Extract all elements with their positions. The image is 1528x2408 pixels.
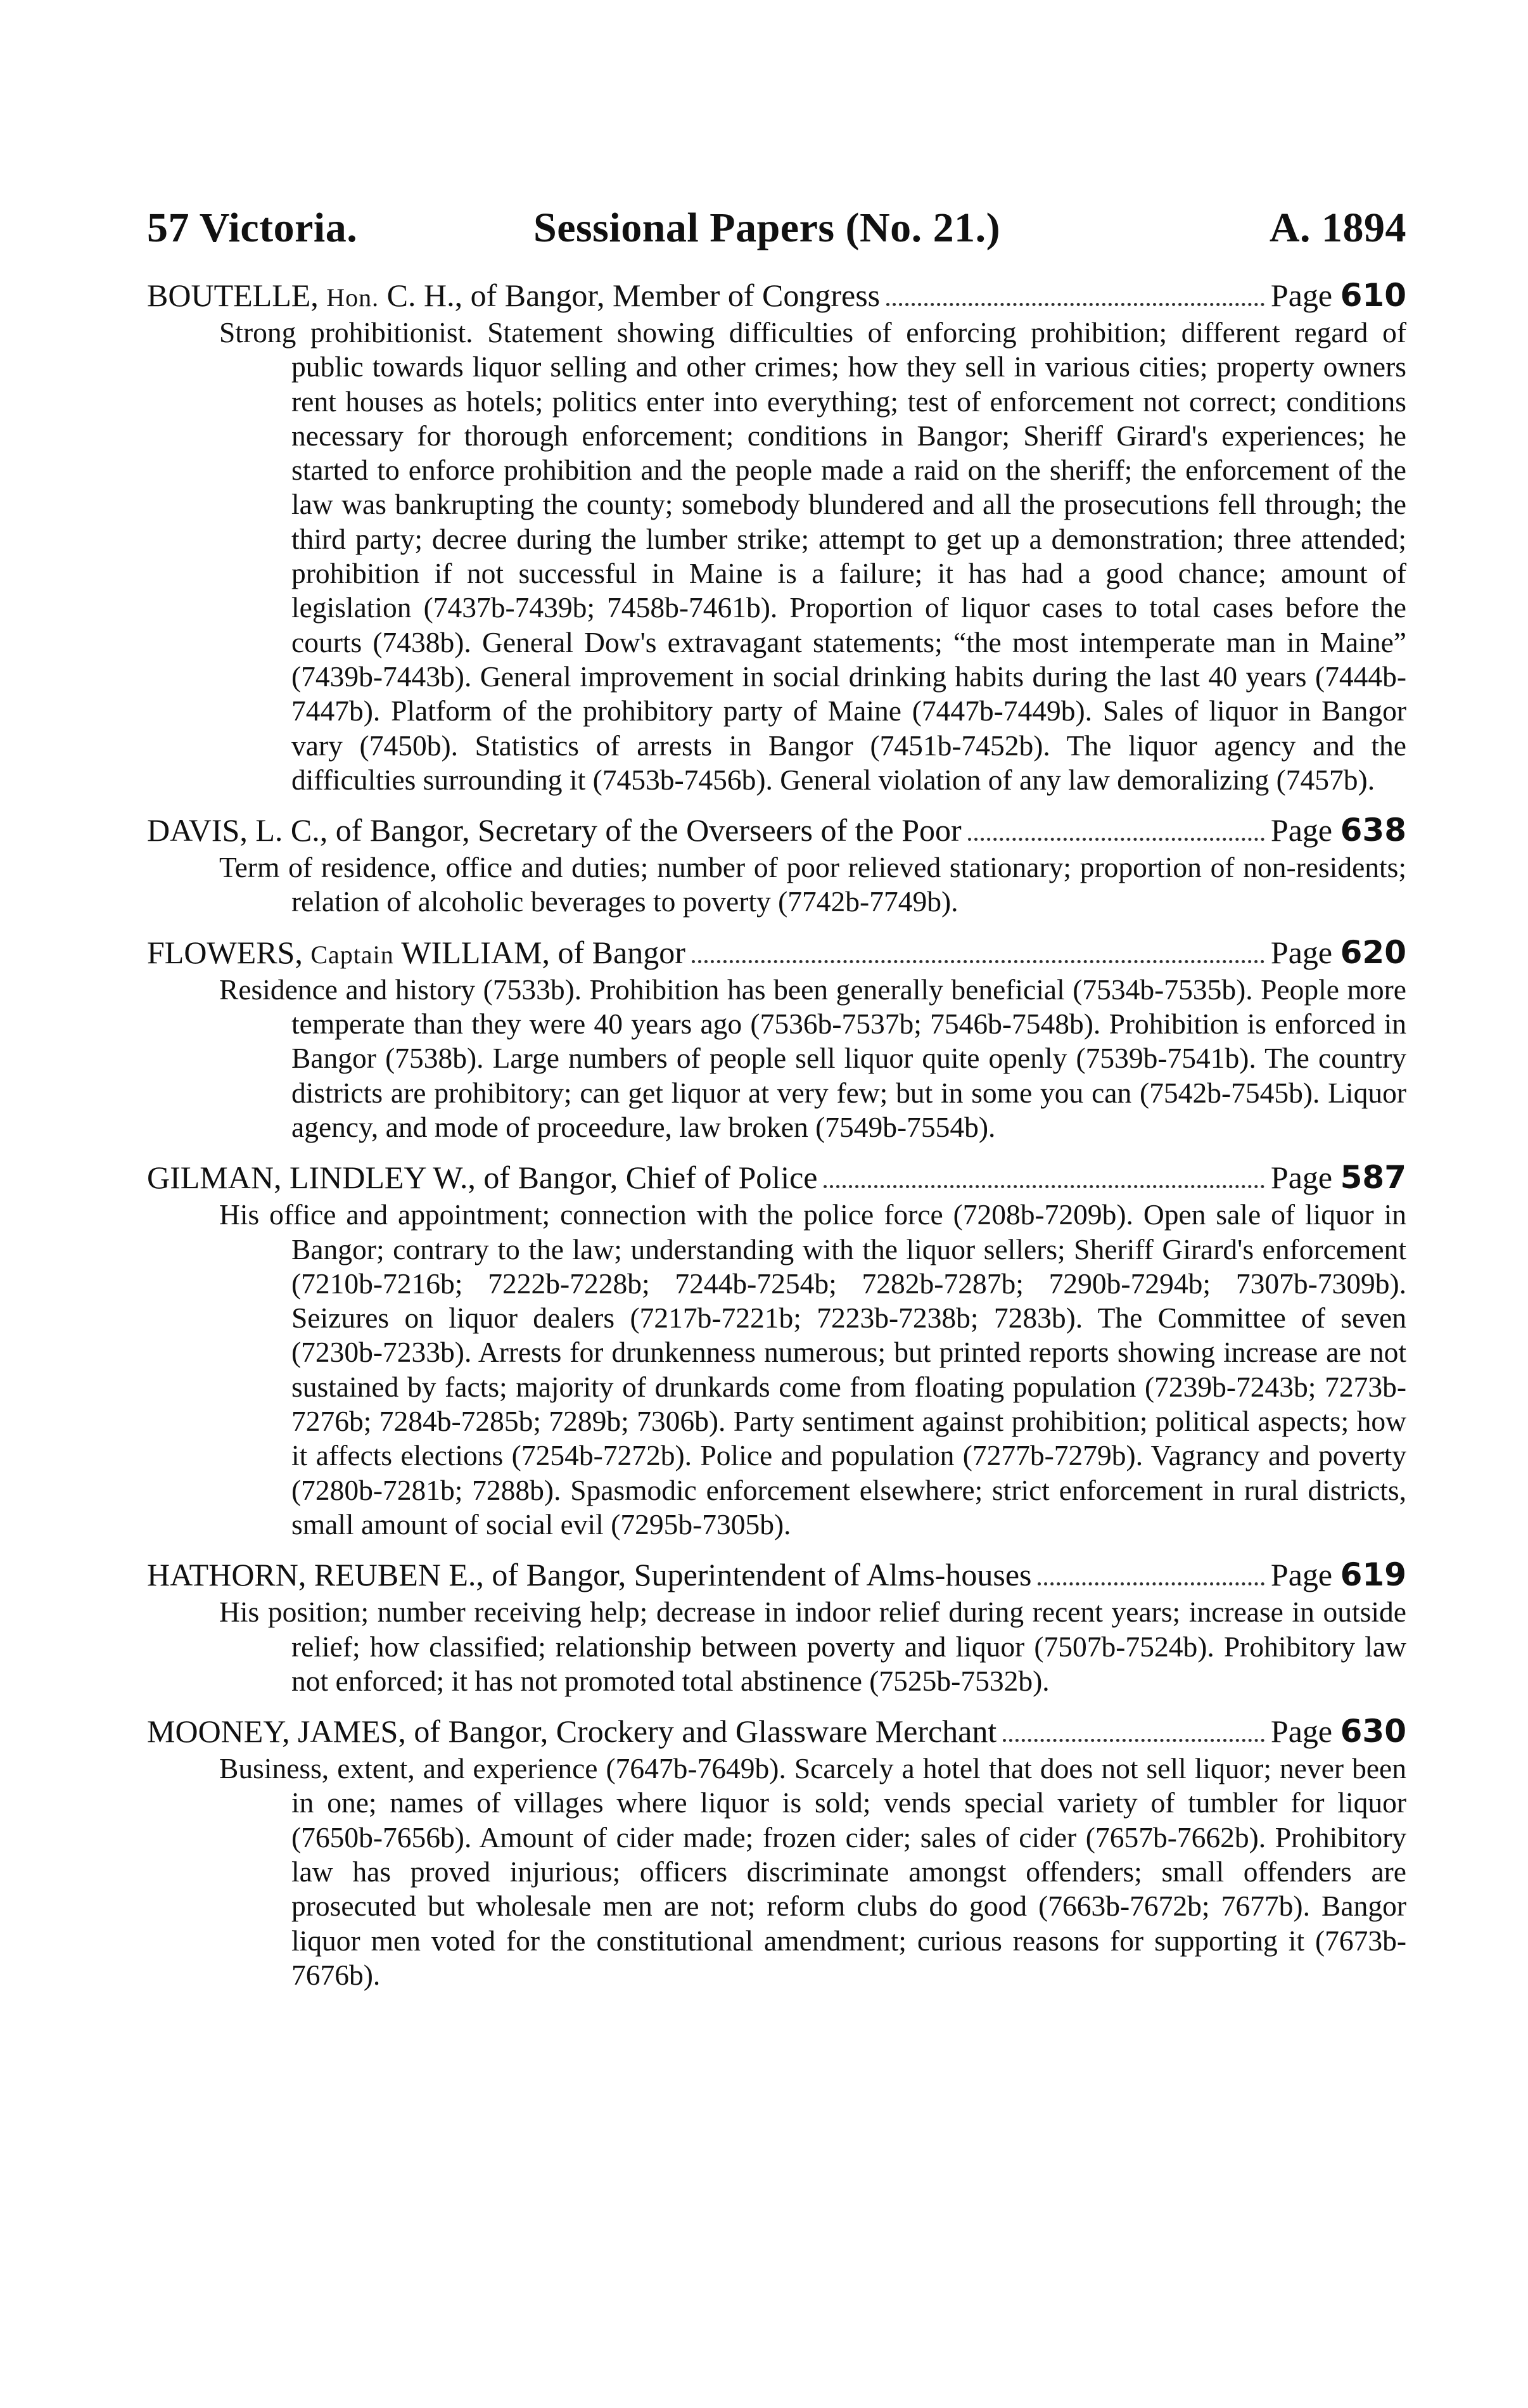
entry-heading bbox=[147, 1158, 1406, 1198]
witness-name bbox=[147, 276, 880, 317]
witness-name bbox=[147, 1556, 1031, 1596]
entry-summary: Term of residence, office and duties; number of poor relieved stationary; proportion of non-residents; relation of alcoholic beverages to poverty (7742b-7749b). bbox=[219, 851, 1406, 918]
dot-leader bbox=[968, 838, 1264, 841]
entry-summary: Business, extent, and experience (7647b-7649b). Scarcely a hotel that does not sell liquor; never been in one; names of villages where liquor is sold; vends special variety of tumbler for liquor (7650b-7656b). Amount of cider made; frozen cider; sales of cider (7657b-7662b). Prohibitory law has proved injurious; officers discriminate amongst offenders; small offenders are prosecuted but wholesale men are not; reform clubs do good (7663b-7672b; 7677b). Bangor liquor men voted for the constitutional amendment; curious reasons for supporting it (7673b-7676b). bbox=[219, 1752, 1406, 1991]
page-reference bbox=[1271, 933, 1406, 971]
witness-name-rest: WILLIAM, of Bangor bbox=[393, 934, 685, 970]
dot-leader bbox=[692, 960, 1264, 963]
dot-leader bbox=[824, 1185, 1264, 1188]
page-number: 620 bbox=[1340, 933, 1406, 971]
page-label: Page bbox=[1270, 278, 1333, 313]
witness-name-main: GILMAN, LINDLEY W., of Bangor, Chief of Police bbox=[147, 1160, 818, 1196]
page-reference bbox=[1271, 811, 1406, 849]
page-reference bbox=[1271, 1158, 1406, 1196]
entry-summary: Strong prohibitionist. Statement showing difficulties of enforcing prohibition; different regard of public towards liquor selling and other crimes; how they sell in various cities; property owners rent houses as hotels; politics enter into everything; test of enforcement not correct; conditions necessary for thorough enforcement; conditions in Bangor; Sheriff Girard's experiences; he started to enforce prohibition and the people made a raid on the sheriff; the enforcement of the law was bankrupting the county; somebody blundered and all the prosecutions fell through; the third party; decree during the lumber strike; attempt to get up a demonstration; three attended; prohibition if not successful in Maine is a failure; it has had a good chance; amount of legislation (7437b-7439b; 7458b-7461b). Proportion of liquor cases to total cases before the courts (7438b). General Dow's extravagant statements; “the most intemperate man in Maine” (7439b-7443b). General improvement in social drinking habits during the last 40 years (7444b-7447b). Platform of the prohibitory party of Maine (7447b-7449b). Sales of liquor in Bangor vary (7450b). Statistics of arrests in Bangor (7451b-7452b). The liquor agency and the difficulties surrounding it (7453b-7456b). General violation of any law demoralizing (7457b). bbox=[219, 316, 1406, 796]
entry-heading bbox=[147, 1556, 1406, 1595]
entry-heading bbox=[147, 811, 1406, 850]
witness-name bbox=[147, 1712, 996, 1753]
witness-name-main: BOUTELLE, bbox=[147, 278, 327, 313]
index-entry bbox=[147, 276, 1406, 797]
page-number: 630 bbox=[1340, 1713, 1406, 1750]
header-year: A. 1894 bbox=[1269, 205, 1406, 251]
page-label: Page bbox=[1270, 1557, 1333, 1593]
page-label: Page bbox=[1270, 1713, 1333, 1750]
header-session: 57 Victoria. bbox=[147, 205, 358, 251]
page-number: 587 bbox=[1340, 1159, 1406, 1196]
witness-title: Captain bbox=[310, 940, 394, 969]
dot-leader bbox=[886, 303, 1264, 306]
page-number: 638 bbox=[1340, 812, 1406, 849]
entry-heading bbox=[147, 276, 1406, 316]
entry-heading bbox=[147, 933, 1406, 973]
page-reference bbox=[1271, 1556, 1406, 1594]
witness-name bbox=[147, 933, 685, 974]
index-entry bbox=[147, 1158, 1406, 1542]
index-entry bbox=[147, 933, 1406, 1144]
page-label: Page bbox=[1270, 812, 1333, 849]
index-entries bbox=[147, 276, 1406, 2006]
witness-title: Hon. bbox=[326, 283, 379, 312]
page-header bbox=[147, 204, 1406, 261]
index-entry bbox=[147, 1556, 1406, 1698]
page-label: Page bbox=[1270, 934, 1333, 970]
index-entry bbox=[147, 1712, 1406, 1992]
entry-heading bbox=[147, 1712, 1406, 1752]
page-number: 619 bbox=[1340, 1556, 1406, 1594]
header-title: Sessional Papers (No. 21.) bbox=[533, 205, 1001, 251]
witness-name-main: MOONEY, JAMES, of Bangor, Crockery and Glassware Merchant bbox=[147, 1713, 997, 1750]
dot-leader bbox=[1038, 1582, 1264, 1585]
entry-summary: His office and appointment; connection with the police force (7208b-7209b). Open sale of liquor in Bangor; contrary to the law; understanding with the liquor sellers; Sheriff Girard's enforcement (7210b-7216b; 7222b-7228b; 7244b-7254b; 7282b-7287b; 7290b-7294b; 7307b-7309b). Seizures on liquor dealers (7217b-7221b; 7223b-7238b; 7283b). The Committee of seven (7230b-7233b). Arrests for drunkenness numerous; but printed reports showing increase are not sustained by facts; majority of drunkards come from floating population (7239b-7243b; 7273b-7276b; 7284b-7285b; 7289b; 7306b). Party sentiment against prohibition; political aspects; how it affects elections (7254b-7272b). Police and population (7277b-7279b). Vagrancy and poverty (7280b-7281b; 7288b). Spasmodic enforcement elsewhere; strict enforcement in rural districts, small amount of social evil (7295b-7305b). bbox=[219, 1198, 1406, 1540]
page-reference bbox=[1271, 276, 1406, 314]
witness-name bbox=[147, 811, 962, 852]
entry-summary: Residence and history (7533b). Prohibition has been generally beneficial (7534b-7535b). People more temperate than they were 40 years ago (7536b-7537b; 7546b-7548b). Prohibition is enforced in Bangor (7538b). Large numbers of people sell liquor quite openly (7539b-7541b). The country districts are prohibitory; can get liquor at very few; but in some you can (7542b-7545b). Liquor agency, and mode of proceedure, law broken (7549b-7554b). bbox=[219, 973, 1406, 1143]
page-reference bbox=[1271, 1712, 1406, 1750]
witness-name-rest: C. H., of Bangor, Member of Congress bbox=[379, 278, 881, 313]
page-label: Page bbox=[1270, 1160, 1333, 1196]
dot-leader bbox=[1003, 1739, 1264, 1742]
witness-name bbox=[147, 1158, 817, 1199]
index-entry bbox=[147, 811, 1406, 919]
entry-summary: His position; number receiving help; decrease in indoor relief during recent years; increase in outside relief; how classified; relationship between poverty and liquor (7507b-7524b). Prohibitory law not enforced; it has not promoted total abstinence (7525b-7532b). bbox=[219, 1596, 1406, 1697]
witness-name-main: HATHORN, REUBEN E., of Bangor, Superintendent of Alms-houses bbox=[147, 1557, 1032, 1593]
witness-name-main: FLOWERS, bbox=[147, 934, 311, 970]
page-number: 610 bbox=[1340, 277, 1406, 314]
witness-name-main: DAVIS, L. C., of Bangor, Secretary of the Overseers of the Poor bbox=[147, 812, 962, 849]
